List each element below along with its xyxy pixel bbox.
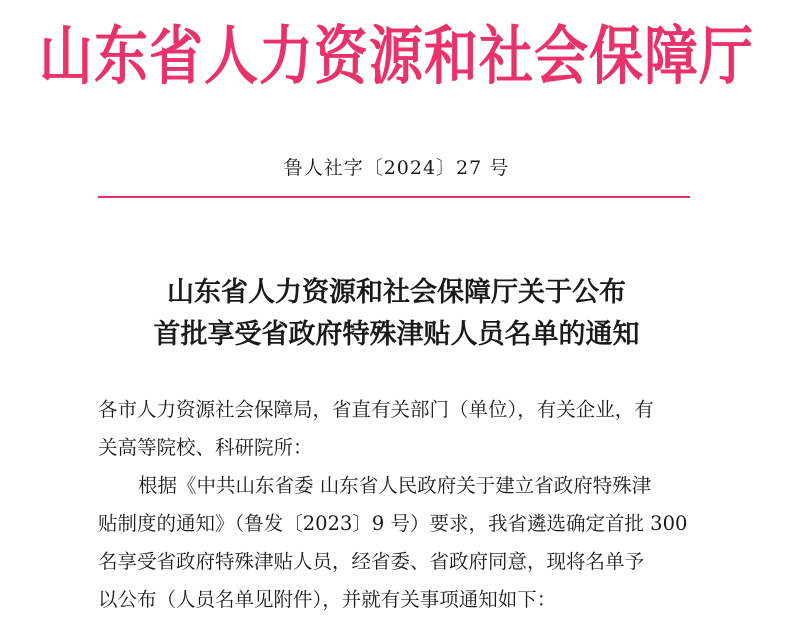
notice-body xyxy=(98,391,698,619)
notice-title-line-1: 山东省人力资源和社会保障厅关于公布 xyxy=(167,277,626,308)
paragraph-line-3: 名享受省政府特殊津贴人员，经省委、省政府同意，现将名单予 xyxy=(98,550,645,573)
main-paragraph xyxy=(98,467,698,619)
paragraph-line-2: 贴制度的通知》（鲁发〔2023〕9 号）要求，我省遴选确定首批 300 xyxy=(98,512,688,535)
addressee-paragraph xyxy=(98,391,698,467)
paragraph-line-1: 根据《中共山东省委 山东省人民政府关于建立省政府特殊津 xyxy=(138,474,652,497)
notice-title-line-2: 首批享受省政府特殊津贴人员名单的通知 xyxy=(153,319,640,350)
letterhead-divider xyxy=(98,196,690,198)
addressee-line-2: 关高等院校、科研院所： xyxy=(98,436,313,459)
document-number: 鲁人社字〔2024〕27 号 xyxy=(283,157,510,179)
notice-title xyxy=(0,272,793,356)
addressee-line-1: 各市人力资源社会保障局，省直有关部门（单位），有关企业，有 xyxy=(98,398,654,421)
agency-letterhead-title: 山东省人力资源和社会保障厅 xyxy=(39,18,754,94)
paragraph-line-4: 以公布（人员名单见附件），并就有关事项通知如下： xyxy=(98,588,557,611)
